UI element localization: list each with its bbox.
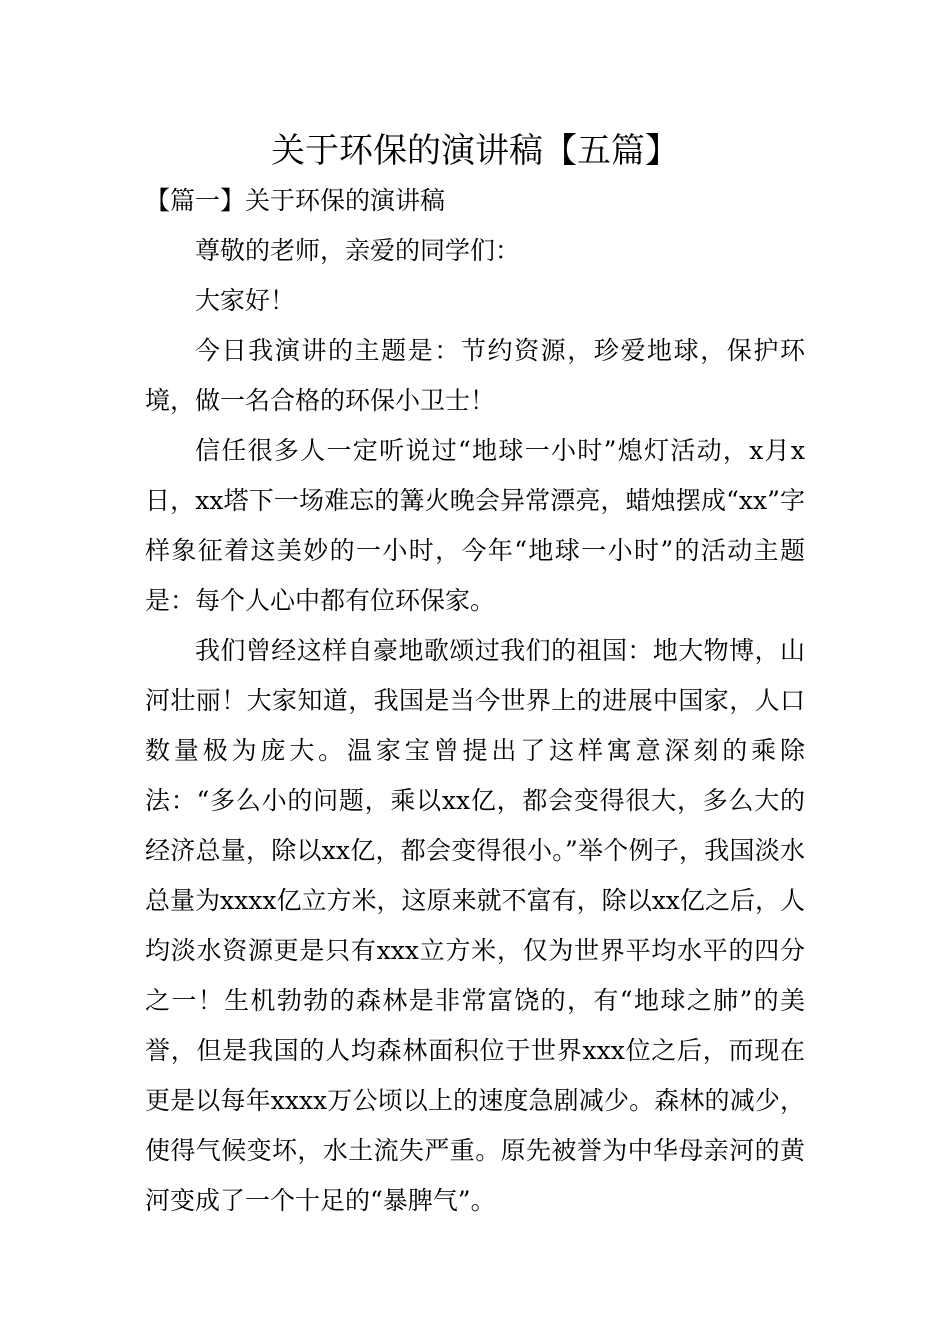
section-heading: 【篇一】关于环保的演讲稿: [145, 186, 446, 215]
paragraph-resources: 我们曾经这样自豪地歌颂过我们的祖国：地大物博，山河壮丽！大家知道，我国是当今世界上的进展中国家，人口数量极为庞大。温家宝曾提出了这样寓意深刻的乘除法：“多么小的问题，乘以xx亿，都会变得很大，多么大的经济总量，除以xx亿，都会变得很小。”举个例子，我国淡水总量为xxxx亿立方米，这原来就不富有，除以xx亿之后，人均淡水资源更是只有xxx立方米，仅为世界平均水平的四分之一！生机勃勃的森林是非常富饶的，有“地球之肺”的美誉，但是我国的人均森林面积位于世界xxx位之后，而现在更是以每年xxxx万公顷以上的速度急剧减少。森林的减少，使得气候变坏，水土流失严重。原先被誉为中华母亲河的黄河变成了一个十足的“暴脾气”。: [145, 636, 805, 1215]
paragraph-earth-hour: 信任很多人一定听说过“地球一小时”熄灯活动，x月x日，xx塔下一场难忘的篝火晚会异常漂亮，蜡烛摆成“xx”字样象征着这美妙的一小时，今年“地球一小时”的活动主题是：每个人心中都有位环保家。: [145, 436, 805, 615]
document-title: 关于环保的演讲稿【五篇】: [271, 131, 679, 171]
document-body: [145, 226, 805, 1226]
paragraph-hello: 大家好！: [195, 286, 296, 315]
paragraph-theme: 今日我演讲的主题是：节约资源，珍爱地球，保护环境，做一名合格的环保小卫士！: [145, 336, 805, 415]
paragraph-greeting: 尊敬的老师，亲爱的同学们：: [195, 236, 521, 265]
